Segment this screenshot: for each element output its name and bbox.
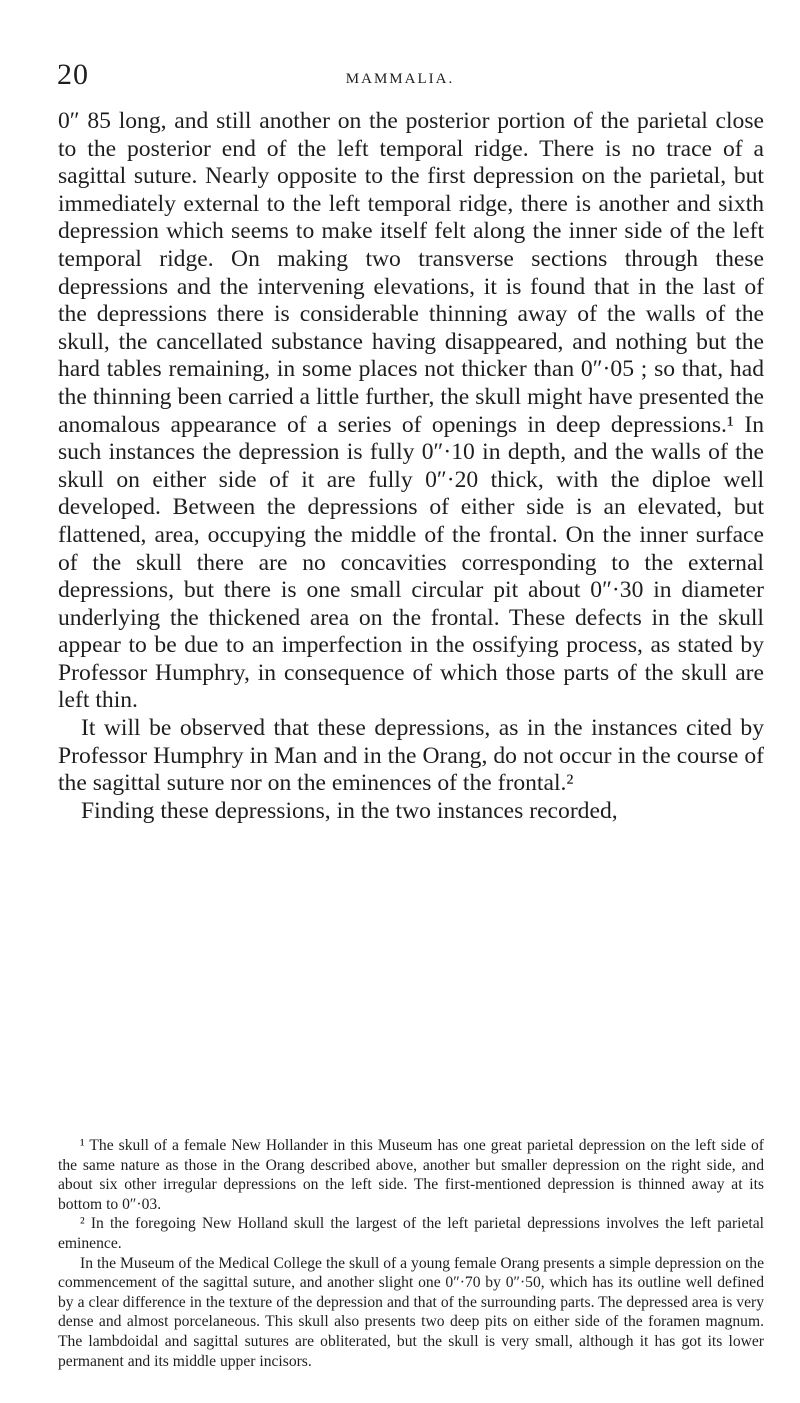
footnote: ¹ The skull of a female New Hollander in this Museum has one great parietal depression on the left side of the same nature as those in the Orang described above, another but smaller depression on the right side, and about six other irregular depressions on the left side. The first-mentioned depression is thinned away at its bottom to 0″·03. <box>58 1137 764 1213</box>
body-text <box>58 108 764 825</box>
footnote: In the Museum of the Medical College the skull of a young female Orang presents a simple depression on the commencement of the sagittal suture, and another slight one 0″·70 by 0″·50, which has its outline well defined by a clear difference in the texture of the depression and that of the surrounding parts. The depressed area is very dense and almost porcelaneous. This skull also presents two deep pits on either side of the foramen magnum. The lambdoidal and sagittal sutures are obliterated, but the skull is very small, although it has got its lower permanent and its middle upper incisors. <box>58 1254 764 1370</box>
body-paragraph: It will be observed that these depressions, as in the instances cited by Professor Humphry in Man and in the Orang, do not occur in the course of the sagittal suture nor on the eminences of the frontal.² <box>58 715 764 797</box>
footnote: ² In the foregoing New Holland skull the largest of the left parietal depressions involves the left parietal eminence. <box>58 1215 764 1252</box>
body-paragraph: 0″ 85 long, and still another on the posterior portion of the parietal close to the posterior end of the left temporal ridge. There is no trace of a sagittal suture. Nearly opposite to the first depression on the parietal, but immediately external to the left temporal ridge, there is another and sixth depression which seems to make itself felt along the inner side of the left temporal ridge. On making two transverse sections through these depressions and the intervening elevations, it is found that in the last of the depressions there is considerable thinning away of the walls of the skull, the cancellated substance having disappeared, and nothing but the hard tables remaining, in some places not thicker than 0″·05 ; so that, had the thinning been carried a little further, the skull might have presented the anomalous appearance of a series of openings in deep depressions.¹ In such instances the depression is fully 0″·10 in depth, and the walls of the skull on either side of it are fully 0″·20 thick, with the diploe well developed. Between the depressions of either side is an elevated, but flattened, area, occupying the middle of the frontal. On the inner surface of the skull there are no concavities corresponding to the external depressions, but there is one small circular pit about 0″·30 in diameter underlying the thickened area on the frontal. These defects in the skull appear to be due to an imperfection in the ossifying process, as stated by Professor Humphry, in consequence of which those parts of the skull are left thin. <box>58 108 764 714</box>
footnotes <box>58 1136 764 1371</box>
body-paragraph: Finding these depressions, in the two instances recorded, <box>81 797 618 824</box>
running-head: MAMMALIA. <box>345 71 455 87</box>
page-number: 20 <box>57 58 89 91</box>
